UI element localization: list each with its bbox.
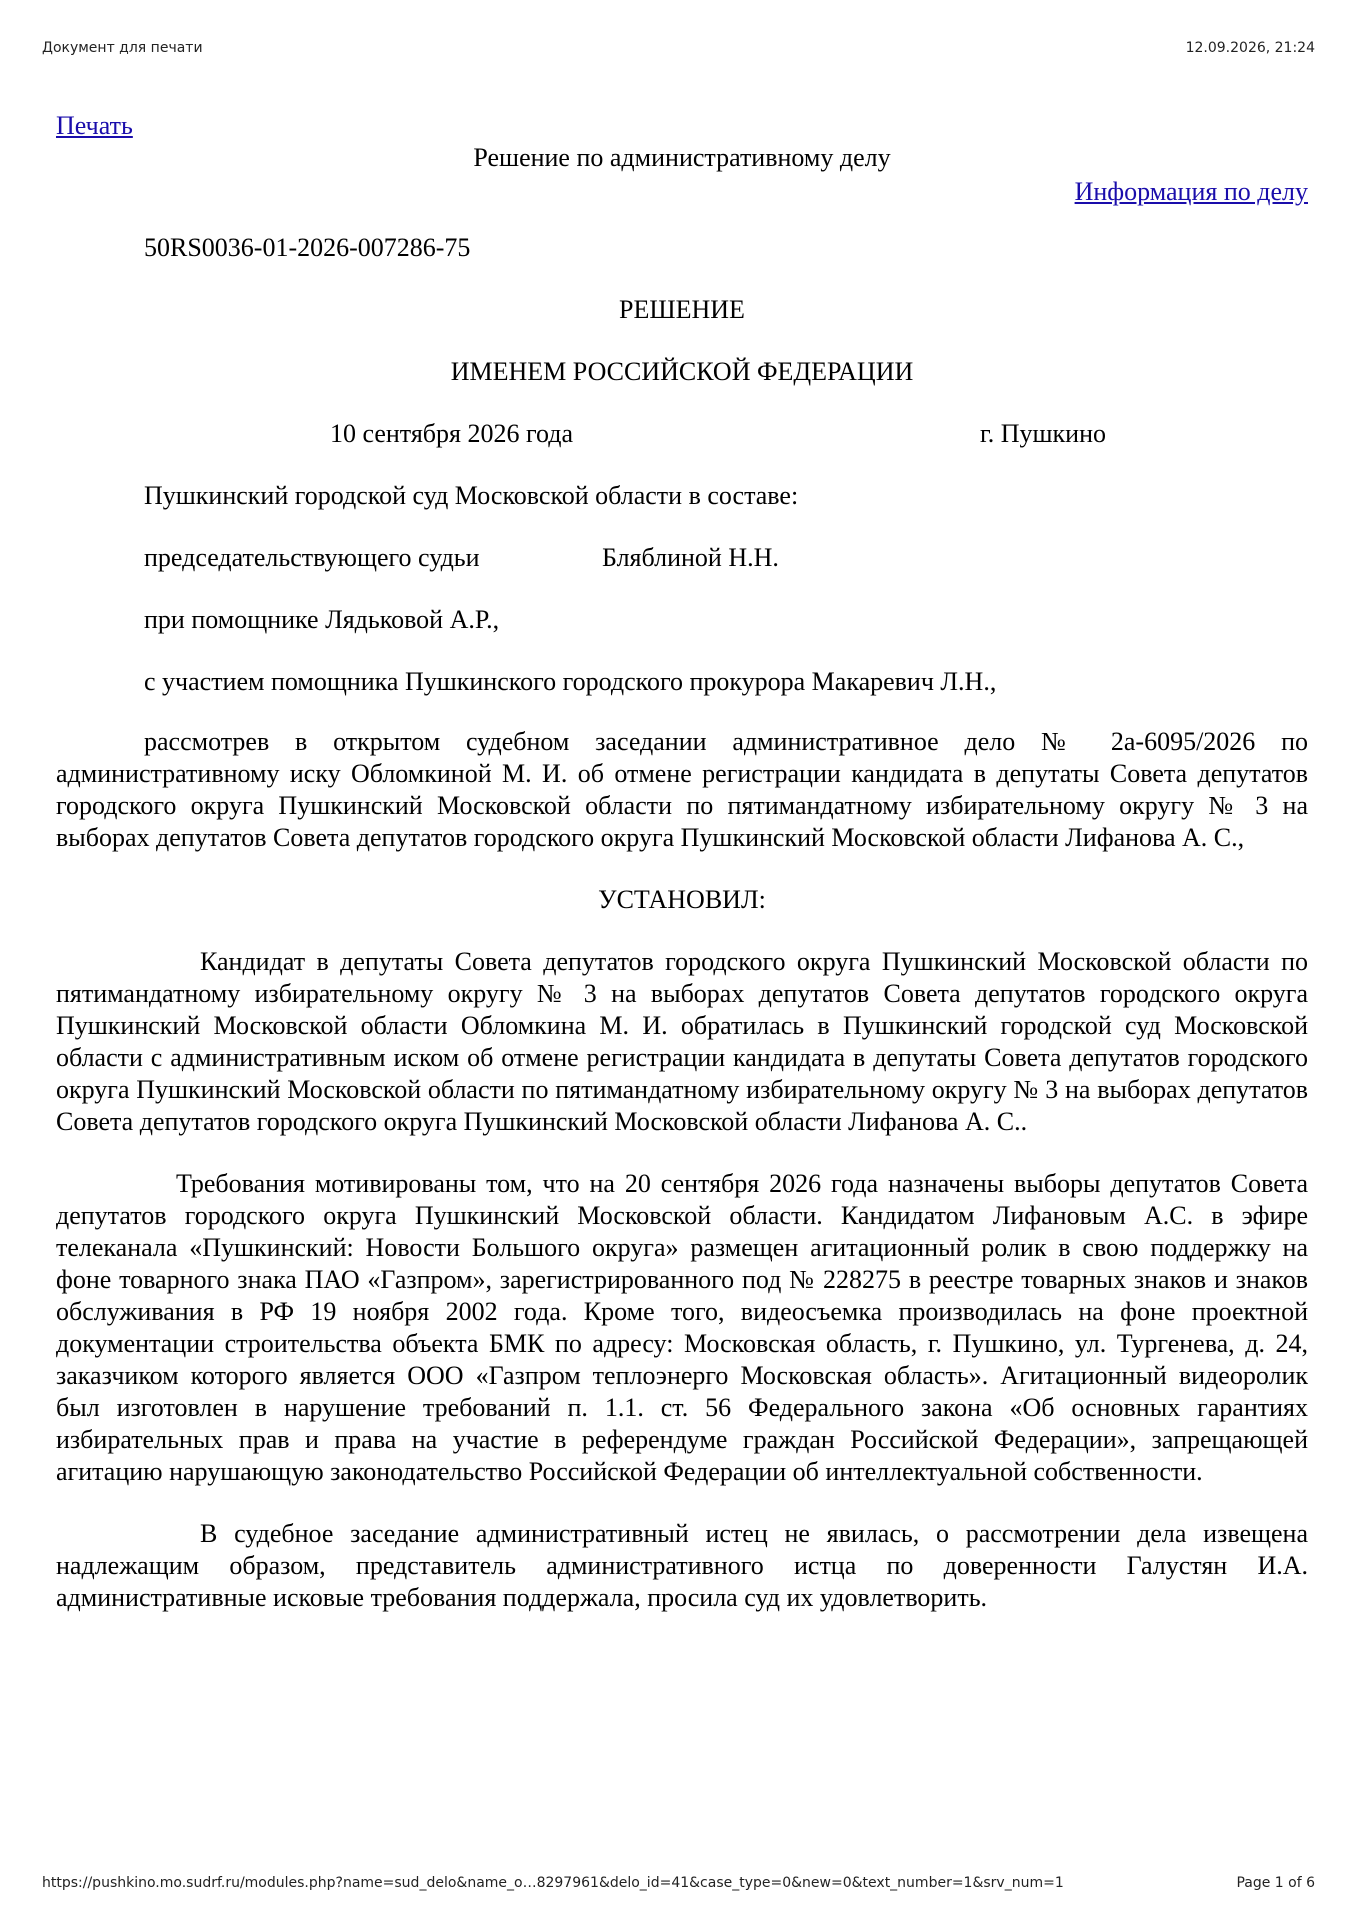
case-info-link[interactable]: Информация по делу [1074,177,1308,206]
decision-heading: РЕШЕНИЕ [619,295,745,324]
browser-print-footer-url: https://pushkino.mo.sudrf.ru/modules.php?name=sud_delo&name_o…8297961&delo_id=41&case_type=0&new=0&text_number=1&srv_num=1 [42,1875,1064,1891]
intro-paragraph: рассмотрев в открытом судебном заседании административное дело № 2а-6095/2026 по административному иску Обломкиной М. И. об отмене регистрации кандидата в депутаты Совета депутатов городского округа Пушкинский Московской области по пятимандатному избирательному округу № 3 на выборах депутатов Совета депутатов городского округа Пушкинский Московской области Лифанова А. С., [56,727,1308,852]
court-composition: Пушкинский городской суд Московской области в составе: [144,481,799,510]
document-page [56,110,1308,1614]
date-city-row [56,418,1308,450]
case-info-row [56,176,1308,208]
paragraph-3: В судебное заседание административный истец не явилась, о рассмотрении дела извещена надлежащим образом, представитель административного истца по доверенности Галустян И.А. административные исковые требования поддержала, просила суд их удовлетворить. [56,1519,1308,1612]
case-number: 50RS0036-01-2026-007286-75 [144,233,471,262]
prosecutor-line: с участием помощника Пушкинского городского прокурора Макаревич Л.Н., [144,667,997,696]
judge-label: председательствующего судьи [144,543,480,572]
decision-subheading: ИМЕНЕМ РОССИЙСКОЙ ФЕДЕРАЦИИ [450,357,914,386]
decision-city: г. Пушкино [980,419,1106,448]
document-title: Решение по административному делу [473,143,891,172]
decision-date: 10 сентября 2026 года [330,419,574,448]
established-heading: УСТАНОВИЛ: [598,885,766,914]
assistant-line: при помощнике Лядьковой А.Р., [144,605,500,634]
browser-print-footer-page: Page 1 of 6 [1236,1875,1315,1891]
judge-row [144,542,1308,574]
browser-print-header-title: Документ для печати [42,40,203,56]
paragraph-1: Кандидат в депутаты Совета депутатов городского округа Пушкинский Московской области по пятимандатному избирательному округу № 3 на выборах депутатов Совета депутатов городского округа Пушкинский Московской области Обломкина М. И. обратилась в Пушкинский городской суд Московской области с административным иском об отмене регистрации кандидата в депутаты Совета депутатов городского округа Пушкинский Московской области по пятимандатному избирательному округу № 3 на выборах депутатов Совета депутатов городского округа Пушкинский Московской области Лифанова А. С.. [56,947,1308,1136]
browser-print-header-datetime: 12.09.2026, 21:24 [1185,40,1315,56]
paragraph-2: Требования мотивированы том, что на 20 сентября 2026 года назначены выборы депутатов Совета депутатов городского округа Пушкинский Московской области. Кандидатом Лифановым А.С. в эфире телеканала «Пушкинский: Новости Большого округа» размещен агитационный ролик в свою поддержку на фоне товарного знака ПАО «Газпром», зарегистрированного под № 228275 в реестре товарных знаков и знаков обслуживания в РФ 19 ноября 2002 года. Кроме того, видеосъемка производилась на фоне проектной документации строительства объекта БМК по адресу: Московская область, г. Пушкино, ул. Тургенева, д. 24, заказчиком которого является ООО «Газпром теплоэнерго Московская область». Агитационный видеоролик был изготовлен в нарушение требований п. 1.1. ст. 56 Федерального закона «Об основных гарантиях избирательных прав и права на участие в референдуме граждан Российской Федерации», запрещающей агитацию нарушающую законодательство Российской Федерации об интеллектуальной собственности. [56,1169,1308,1486]
print-link[interactable]: Печать [56,111,133,140]
judge-name: Бляблиной Н.Н. [602,543,779,572]
